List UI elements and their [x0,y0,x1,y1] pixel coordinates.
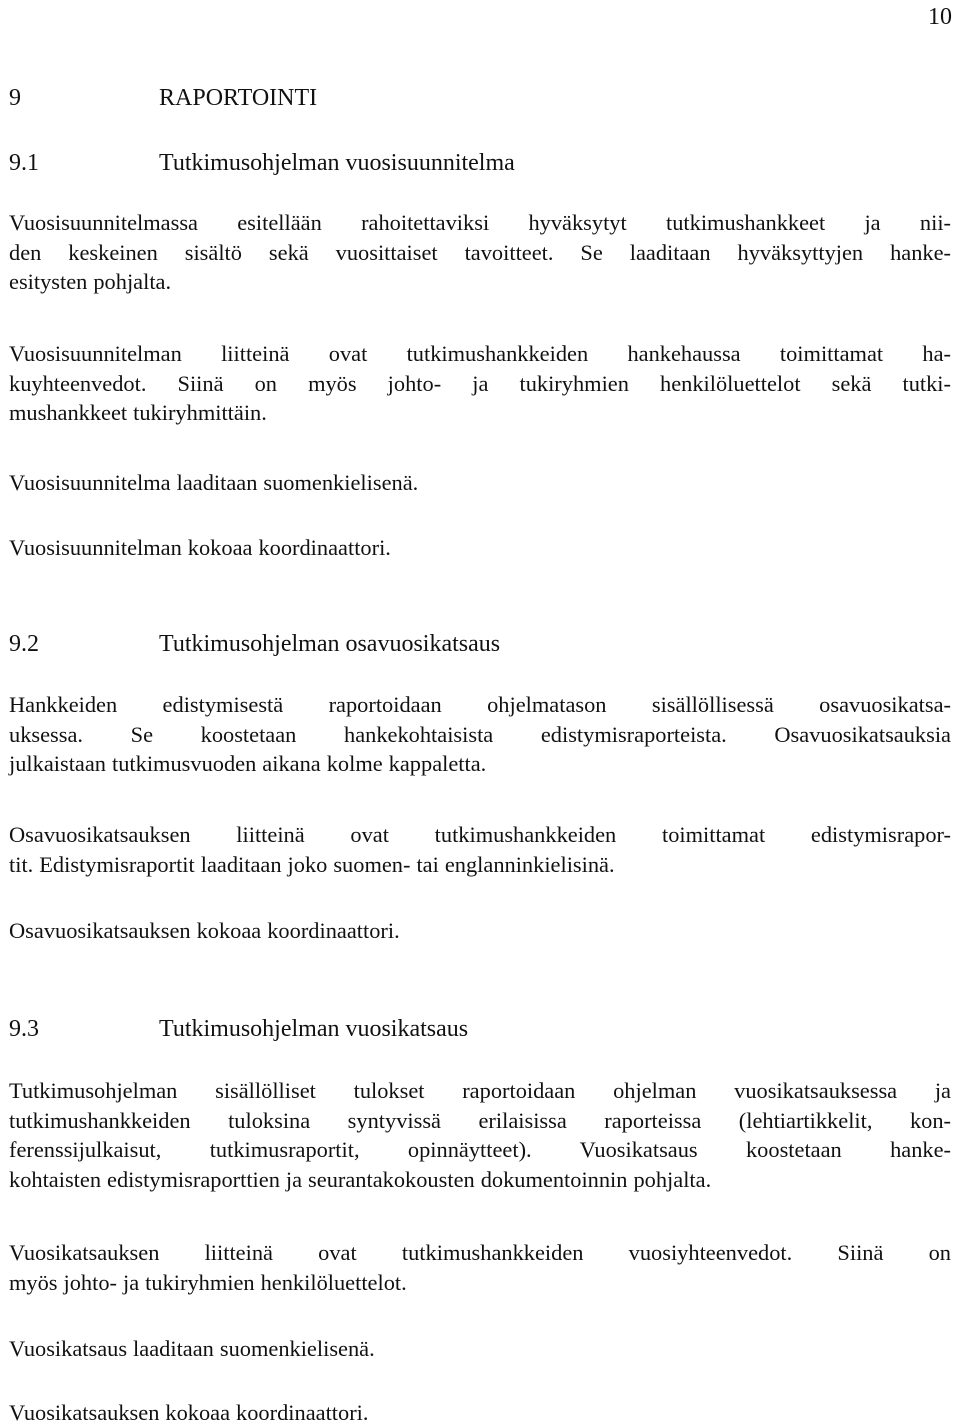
text-line: Vuosisuunnitelman liitteinä ovat tutkimushankkeiden hankehaussa toimittamat ha- [9,341,951,366]
paragraph [9,1334,951,1364]
text-line: Tutkimusohjelman sisällölliset tulokset raportoidaan ohjelman vuosikatsauksessa ja [9,1078,951,1103]
page-number: 10 [928,4,952,30]
paragraph [9,208,951,297]
paragraph [9,1398,951,1428]
section-number: 9.2 [9,631,39,657]
section-title: RAPORTOINTI [159,85,318,111]
section-title: Tutkimusohjelman vuosikatsaus [159,1016,469,1042]
text-line: Osavuosikatsauksen liitteinä ovat tutkimushankkeiden toimittamat edistymisrapor- [9,822,951,847]
paragraph [9,916,951,946]
paragraph [9,339,951,428]
text-line: Hankkeiden edistymisestä raportoidaan ohjelmatason sisällöllisessä osavuosikatsa- [9,692,951,717]
text-line: julkaistaan tutkimusvuoden aikana kolme kappaletta. [9,751,487,776]
text-line: myös johto- ja tukiryhmien henkilöluettelot. [9,1269,407,1295]
text-line: kuyhteenvedot. Siinä on myös johto- ja tukiryhmien henkilöluettelot sekä tutki- [9,370,951,396]
paragraph [9,468,951,498]
paragraph [9,690,951,779]
paragraph [9,1076,951,1194]
text-line: ferenssijulkaisut, tutkimusraportit, opinnäytteet). Vuosikatsaus koostetaan hanke- [9,1137,951,1162]
paragraph [9,1238,951,1297]
text-line: Vuosikatsauksen liitteinä ovat tutkimushankkeiden vuosiyhteenvedot. Siinä on [9,1240,951,1265]
section-number: 9 [9,85,21,111]
text-line: uksessa. Se koostetaan hankekohtaisista edistymisraporteista. Osavuosikatsauksia [9,721,951,747]
text-line: Vuosisuunnitelman kokoaa koordinaattori. [9,535,391,560]
section-number: 9.1 [9,150,39,176]
text-line: tit. Edistymisraportit laaditaan joko suomen- tai englanninkielisinä. [9,851,615,877]
text-line: den keskeinen sisältö sekä vuosittaiset tavoitteet. Se laaditaan hyväksyttyjen hanke- [9,239,951,265]
paragraph [9,820,951,879]
text-line: Vuosisuunnitelma laaditaan suomenkielisenä. [9,470,419,495]
text-line: kohtaisten edistymisraporttien ja seurantakokousten dokumentoinnin pohjalta. [9,1166,712,1192]
text-line: Vuosikatsauksen kokoaa koordinaattori. [9,1400,369,1425]
paragraph [9,533,951,563]
text-line: Vuosisuunnitelmassa esitellään rahoitettaviksi hyväksytyt tutkimushankkeet ja nii- [9,210,951,235]
text-line: Vuosikatsaus laaditaan suomenkielisenä. [9,1336,375,1361]
text-line: Osavuosikatsauksen kokoaa koordinaattori. [9,918,400,943]
section-heading-9-3 [9,1013,468,1045]
section-title: Tutkimusohjelman vuosisuunnitelma [159,150,515,176]
text-line: esitysten pohjalta. [9,269,172,294]
section-title: Tutkimusohjelman osavuosikatsaus [159,631,501,657]
section-heading-9-2 [9,628,500,660]
section-number: 9.3 [9,1016,39,1042]
text-line: tutkimushankkeiden tuloksina syntyvissä erilaisissa raporteissa (lehtiartikkelit, kon- [9,1107,951,1133]
section-heading-9-1 [9,147,515,179]
text-line: mushankkeet tukiryhmittäin. [9,400,267,425]
section-heading-9 [9,82,317,114]
